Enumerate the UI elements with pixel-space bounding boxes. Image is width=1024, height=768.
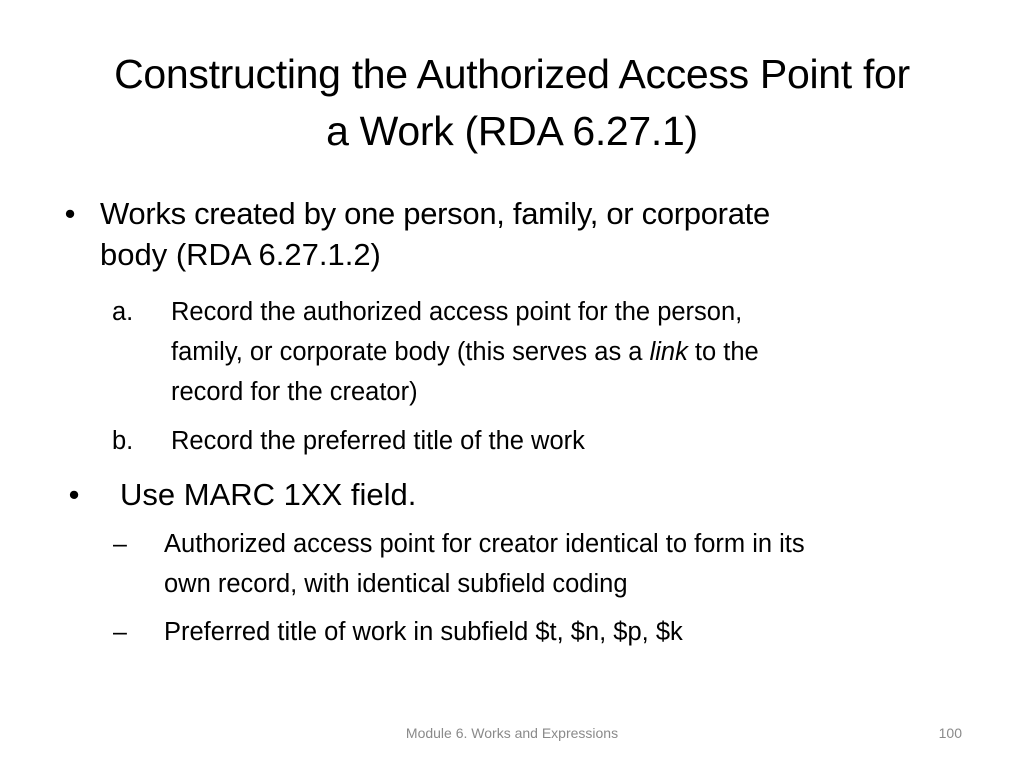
subitem-b [112, 421, 932, 461]
bullet-text [120, 474, 416, 515]
subitem-marker: a. [112, 298, 134, 326]
subitem-line: Authorized access point for creator identical to form in its [164, 530, 805, 558]
emphasis-link: link [649, 338, 688, 366]
bullet-line: Works created by one person, family, or corporate [100, 196, 770, 231]
subitem-text [171, 421, 585, 461]
subitem-preferred-title [113, 612, 973, 652]
subitem-text [171, 292, 759, 412]
subitem-text [164, 524, 805, 604]
bullet-use-marc [64, 474, 944, 518]
subitem-line [171, 332, 759, 372]
subitem-line: record for the creator) [171, 378, 418, 406]
bullet-works-created [60, 193, 940, 283]
bullet-marker: • [64, 196, 76, 231]
subitem-text-run: to the [687, 338, 759, 366]
subitem-line: Record the authorized access point for the person, [171, 298, 743, 326]
dash-marker: – [113, 618, 127, 646]
bullet-text [100, 193, 770, 275]
slide-number: 100 [938, 725, 962, 741]
slide-title-line-1: Constructing the Authorized Access Point for [114, 51, 910, 97]
subitem-a [112, 292, 932, 414]
footer-module-label: Module 6. Works and Expressions [405, 725, 619, 741]
subitem-line: Record the preferred title of the work [171, 427, 585, 455]
slide-title [40, 46, 984, 160]
subitem-line: own record, with identical subfield coding [164, 570, 628, 598]
subitem-text-run: family, or corporate body (this serves as a [171, 338, 650, 366]
subitem-marker: b. [112, 427, 134, 455]
bullet-line: Use MARC 1XX field. [120, 477, 417, 512]
bullet-line: body (RDA 6.27.1.2) [100, 237, 381, 272]
subitem-authorized-access-point [113, 524, 973, 606]
subitem-text [164, 612, 683, 652]
bullet-marker: • [68, 477, 80, 512]
dash-marker: – [113, 530, 127, 558]
subitem-line: Preferred title of work in subfield $t, $n, $p, $k [164, 618, 683, 646]
slide-title-line-2: a Work (RDA 6.27.1) [326, 108, 698, 154]
